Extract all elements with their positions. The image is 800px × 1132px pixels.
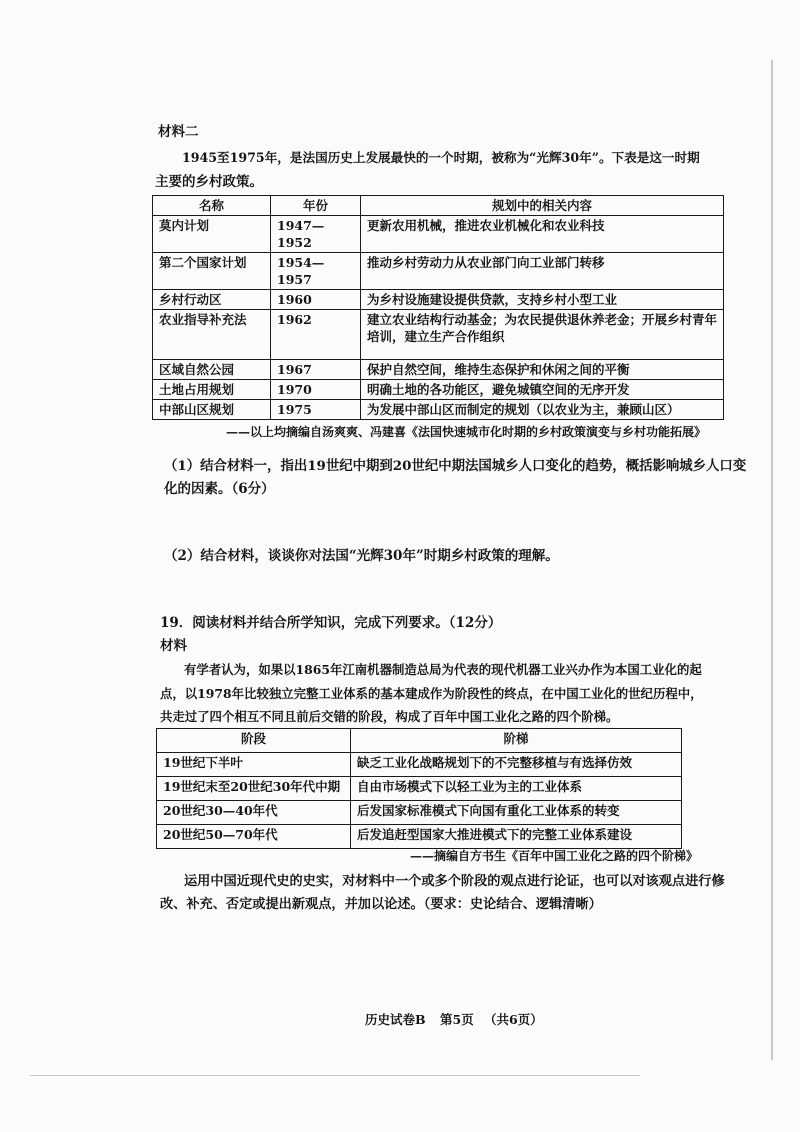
industrialization-table [156, 728, 682, 849]
stage-period: 20世纪30—40年代 [157, 801, 351, 825]
table-row [153, 290, 724, 310]
question-2: （2）结合材料，谈谈你对法国“光辉30年”时期乡村政策的理解。 [164, 548, 559, 564]
table-row [153, 360, 724, 380]
policy-year: 1960 [271, 290, 361, 310]
policy-content: 保护自然空间，维持生态保护和休闲之间的平衡 [361, 360, 724, 380]
material2-heading: 材料二 [158, 124, 199, 140]
col-header-stage: 阶段 [157, 729, 351, 753]
table-row [157, 825, 682, 849]
policy-name: 农业指导补充法 [153, 310, 271, 360]
policy-name: 莫内计划 [153, 216, 271, 253]
question-19-task-line2: 改、补充、否定或提出新观点，并加以论述。（要求：史论结合、逻辑清晰） [160, 897, 602, 912]
table-row [157, 777, 682, 801]
policy-year: 1954—1957 [271, 253, 361, 290]
rural-policy-table [152, 195, 724, 420]
stage-period: 19世纪末至20世纪30年代中期 [157, 777, 351, 801]
stage-period: 19世纪下半叶 [157, 753, 351, 777]
table-row [153, 380, 724, 400]
policy-year: 1967 [271, 360, 361, 380]
col-header-content: 规划中的相关内容 [361, 196, 724, 216]
table-row [157, 753, 682, 777]
policy-content: 建立农业结构行动基金；为农民提供退休养老金；开展乡村青年培训，建立生产合作组织 [361, 310, 724, 360]
table-row [153, 310, 724, 360]
stage-description: 自由市场模式下以轻工业为主的工业体系 [351, 777, 682, 801]
table-row [153, 253, 724, 290]
question-19-material-label: 材料 [160, 638, 187, 654]
stage-period: 20世纪50—70年代 [157, 825, 351, 849]
material2-intro-line2: 主要的乡村政策。 [155, 174, 263, 190]
question-19-para-line3: 共走过了四个相互不同且前后交错的阶段，构成了百年中国工业化之路的四个阶梯。 [160, 709, 619, 724]
col-header-step: 阶梯 [351, 729, 682, 753]
col-header-year: 年份 [271, 196, 361, 216]
table-header-row [157, 729, 682, 753]
policy-year: 1962 [271, 310, 361, 360]
table-row [153, 400, 724, 420]
stage-description: 后发国家标准模式下向国有重化工业体系的转变 [351, 801, 682, 825]
policy-year: 1947—1952 [271, 216, 361, 253]
policy-year: 1970 [271, 380, 361, 400]
policy-content: 为乡村设施建设提供贷款，支持乡村小型工业 [361, 290, 724, 310]
policy-content: 推动乡村劳动力从农业部门向工业部门转移 [361, 253, 724, 290]
policy-content: 更新农用机械，推进农业机械化和农业科技 [361, 216, 724, 253]
bottom-edge-line [30, 1075, 640, 1076]
policy-content: 明确土地的各功能区，避免城镇空间的无序开发 [361, 380, 724, 400]
table-row [157, 801, 682, 825]
footer-page-number: 第5页 [440, 1012, 474, 1027]
question-19-title: 19．阅读材料并结合所学知识，完成下列要求。（12分） [160, 615, 502, 631]
stage-description: 后发追赶型国家大推进模式下的完整工业体系建设 [351, 825, 682, 849]
question-19-para-line2: 点，以1978年比较独立完整工业体系的基本建成作为阶段性的终点，在中国工业化的世纪历程中， [160, 686, 703, 701]
question-1-line2: 化的因素。（6分） [164, 481, 275, 497]
table-row [153, 216, 724, 253]
policy-name: 区域自然公园 [153, 360, 271, 380]
material2-source: ——以上均摘编自汤爽爽、冯建喜《法国快速城市化时期的乡村政策演变与乡村功能拓展》 [226, 425, 707, 439]
policy-content: 为发展中部山区而制定的规划（以农业为主，兼顾山区） [361, 400, 724, 420]
footer-total-pages: （共6页） [484, 1012, 543, 1027]
question-19-task-line1: 运用中国近现代史的史实，对材料中一个或多个阶段的观点进行论证，也可以对该观点进行修 [184, 874, 725, 889]
policy-year: 1975 [271, 400, 361, 420]
question-19-source: ——摘编自方书生《百年中国工业化之路的四个阶梯》 [410, 849, 699, 863]
question-19-para-line1: 有学者认为，如果以1865年江南机器制造总局为代表的现代机器工业兴办作为本国工业化的起 [184, 662, 702, 677]
table-header-row [153, 196, 724, 216]
question-1-line1: （1）结合材料一，指出19世纪中期到20世纪中期法国城乡人口变化的趋势，概括影响城乡人口变 [164, 458, 747, 474]
policy-name: 乡村行动区 [153, 290, 271, 310]
policy-name: 第二个国家计划 [153, 253, 271, 290]
footer-subject: 历史试卷B [365, 1012, 426, 1027]
policy-name: 中部山区规划 [153, 400, 271, 420]
col-header-name: 名称 [153, 196, 271, 216]
stage-description: 缺乏工业化战略规划下的不完整移植与有选择仿效 [351, 753, 682, 777]
policy-name: 土地占用规划 [153, 380, 271, 400]
material2-intro-line1: 1945至1975年，是法国历史上发展最快的一个时期，被称为“光辉30年”。下表是这一时期 [182, 150, 700, 165]
right-edge-line [771, 60, 773, 1060]
